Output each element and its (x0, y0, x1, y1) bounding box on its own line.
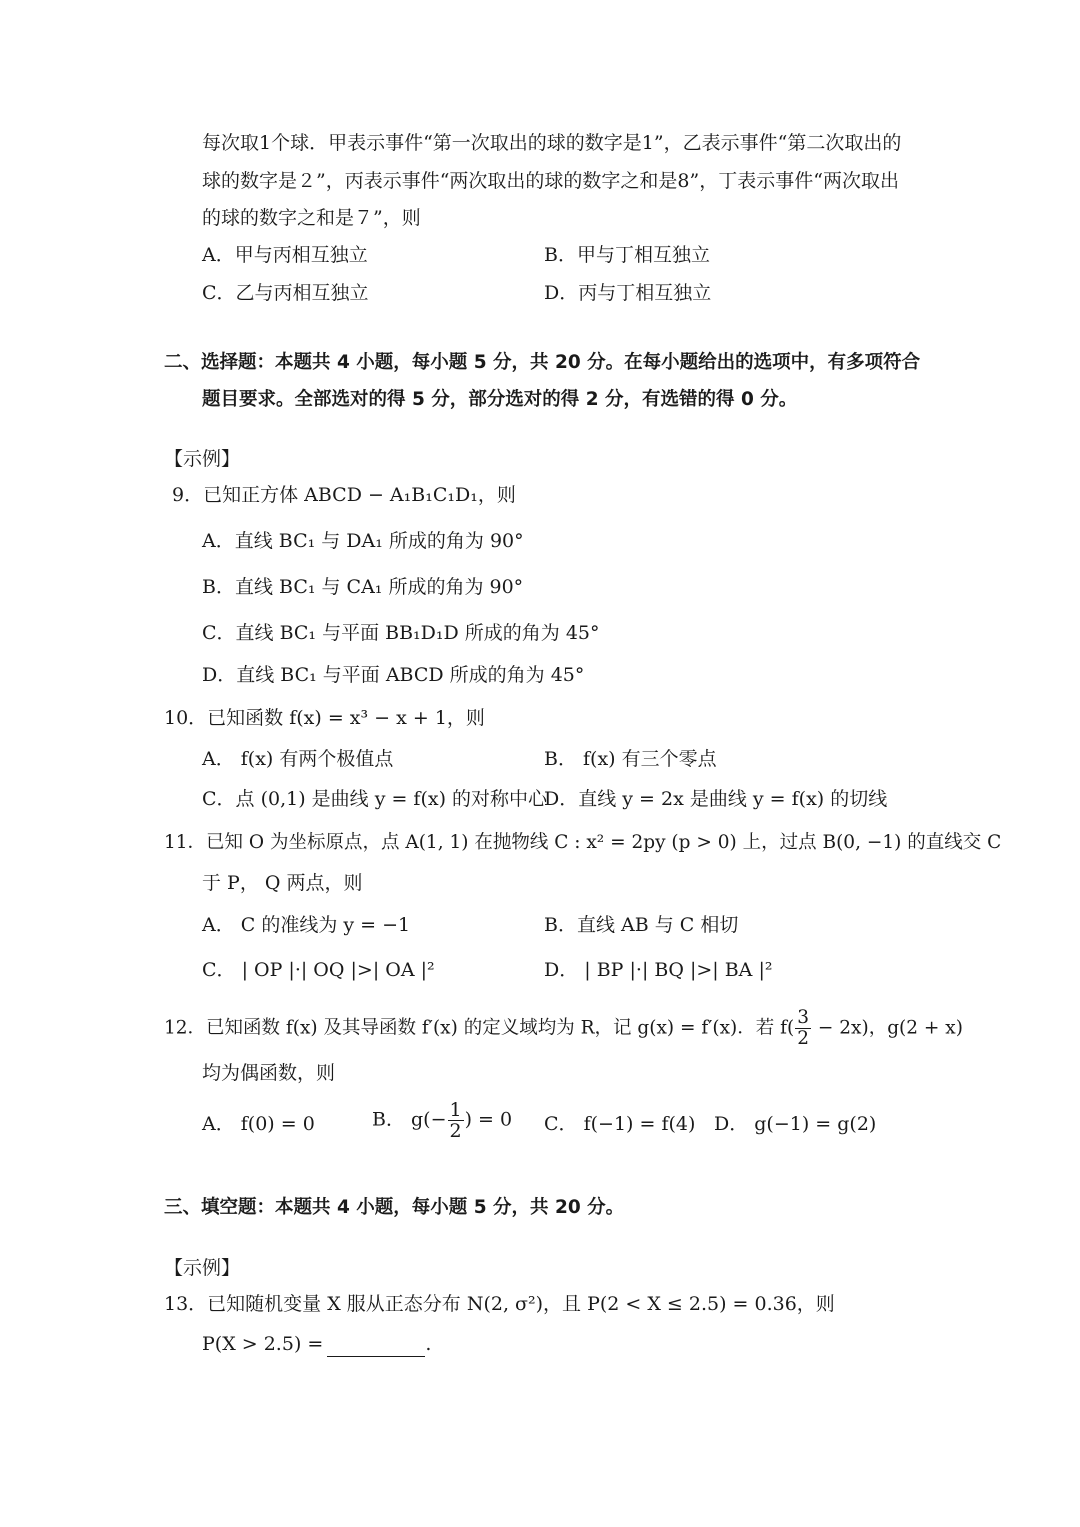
q8-option-b: B．甲与丁相互独立 (544, 244, 710, 266)
q13-stem-line2 (202, 1331, 431, 1357)
q11-stem-line1: 11．已知 O 为坐标原点，点 A(1, 1) 在抛物线 C : x² = 2py (p > 0) 上，过点 B(0, −1) 的直线交 C (164, 832, 1002, 853)
q12-fraction-three-halves (795, 1008, 811, 1049)
q10-stem: 10．已知函数 f(x) = x³ − x + 1，则 (164, 707, 485, 729)
q12-stem-line1 (164, 1008, 963, 1049)
q8-stem-line3: 的球的数字之和是７”，则 (202, 207, 421, 229)
q10-option-a: A． f(x) 有两个极值点 (202, 748, 394, 770)
section2-example-label: 【示例】 (164, 448, 241, 470)
q8-option-c: C．乙与丙相互独立 (202, 282, 369, 304)
q9-option-d: D．直线 BC₁ 与平面 ABCD 所成的角为 45° (202, 664, 585, 686)
q11-option-d: D． | BP |·| BQ |>| BA |² (544, 959, 773, 981)
q12-option-b (372, 1100, 512, 1141)
q12-option-c: C． f(−1) = f(4) (544, 1113, 696, 1135)
q9-option-b: B．直线 BC₁ 与 CA₁ 所成的角为 90° (202, 576, 524, 598)
q13-answer-blank (327, 1336, 425, 1357)
q11-option-a: A． C 的准线为 y = −1 (202, 914, 411, 936)
q9-option-c: C．直线 BC₁ 与平面 BB₁D₁D 所成的角为 45° (202, 622, 600, 644)
q12-fraction-one-half (448, 1100, 464, 1141)
section3-example-label: 【示例】 (164, 1257, 241, 1279)
section2-heading-line1: 二、选择题：本题共 4 小题，每小题 5 分，共 20 分。在每小题给出的选项中，有多项符合 (164, 352, 921, 373)
q12-stem-text-after: − 2x)，g(2 + x) (812, 1017, 963, 1039)
q8-option-d: D．丙与丁相互独立 (544, 282, 712, 304)
q11-stem-line2: 于 P， Q 两点，则 (202, 872, 363, 894)
q9-stem: 9．已知正方体 ABCD − A₁B₁C₁D₁，则 (172, 484, 516, 506)
q12-fraction-denominator: 2 (797, 1028, 810, 1049)
q10-option-b: B． f(x) 有三个零点 (544, 748, 717, 770)
q13-stem: 13．已知随机变量 X 服从正态分布 N(2, σ²)，且 P(2 < X ≤ 2.5) = 0.36，则 (164, 1293, 835, 1315)
section3-heading: 三、填空题：本题共 4 小题，每小题 5 分，共 20 分。 (164, 1197, 625, 1218)
q12-option-b-numerator: 1 (449, 1099, 462, 1121)
q12-stem-text-before: 12．已知函数 f(x) 及其导函数 f′(x) 的定义域均为 R，记 g(x) = f′(x)．若 f( (164, 1017, 795, 1039)
q12-option-a: A． f(0) = 0 (202, 1113, 315, 1135)
q8-option-a: A．甲与丙相互独立 (202, 244, 368, 266)
q12-fraction-numerator: 3 (797, 1007, 810, 1028)
q12-option-b-after: ) = 0 (464, 1108, 513, 1131)
q8-stem-line1: 每次取1个球．甲表示事件“第一次取出的球的数字是1”，乙表示事件“第二次取出的 (202, 132, 902, 154)
q11-option-c: C． | OP |·| OQ |>| OA |² (202, 959, 435, 981)
q12-option-b-denominator: 2 (449, 1120, 462, 1142)
q9-option-a: A．直线 BC₁ 与 DA₁ 所成的角为 90° (202, 530, 524, 552)
q8-stem-line2: 球的数字是２”，丙表示事件“两次取出的球的数字之和是8”，丁表示事件“两次取出 (202, 170, 899, 192)
section2-heading-line2: 题目要求。全部选对的得 5 分，部分选对的得 2 分，有选错的得 0 分。 (202, 389, 798, 410)
q11-option-b: B．直线 AB 与 C 相切 (544, 914, 739, 936)
q13-period: . (425, 1333, 432, 1355)
q13-expression: P(X > 2.5) = (202, 1333, 324, 1355)
q12-stem-line2: 均为偶函数，则 (202, 1062, 336, 1084)
q12-option-d: D． g(−1) = g(2) (714, 1113, 877, 1135)
q12-option-b-before: B． g(− (372, 1108, 447, 1131)
q10-option-d: D．直线 y = 2x 是曲线 y = f(x) 的切线 (544, 788, 888, 810)
q10-option-c: C．点 (0,1) 是曲线 y = f(x) 的对称中心 (202, 788, 548, 810)
